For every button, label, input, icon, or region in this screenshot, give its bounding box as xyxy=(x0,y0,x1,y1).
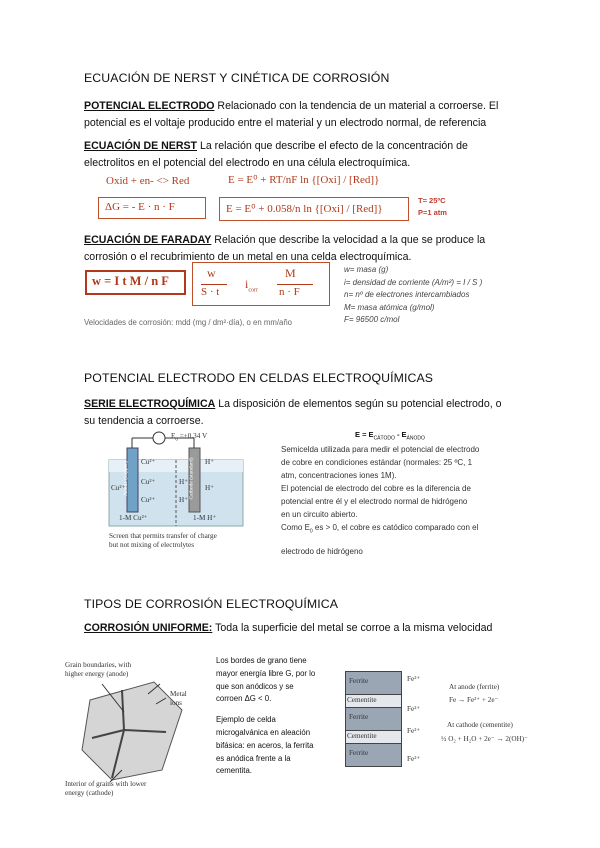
grain-top-label: Grain boundaries, with higher energy (anode) xyxy=(65,661,132,678)
frac1-line xyxy=(201,284,227,285)
frac2-num: M xyxy=(285,266,296,280)
equation-dg: ΔG = - E · n · F xyxy=(105,201,175,213)
at-anode-label: At anode (ferrite) xyxy=(449,683,500,691)
cementite-label-1: Cementite xyxy=(347,696,377,704)
uniforme-paragraph xyxy=(84,620,534,637)
serie-label: SERIE ELECTROQUÍMICA xyxy=(84,398,216,410)
mid-line-5: Ejemplo de celda xyxy=(216,715,276,725)
equation-oxid: Oxid + en- <> Red xyxy=(106,175,190,187)
faraday-text-2: corrosión o el recubrimiento de un metal en una celda electroquímica. xyxy=(84,250,412,263)
cell-cu-c: Cu²⁺ xyxy=(141,478,156,486)
cell-anode-label: Anode (copper) xyxy=(122,461,129,496)
mid-line-7: bifásica: en aceros, la ferrita xyxy=(216,740,314,750)
velocidades-text: Velocidades de corrosión: mdd (mg / dm²·día), o en mm/año xyxy=(84,318,293,327)
frac1-den: S · t xyxy=(201,286,220,298)
equation-e058: E = E⁰ + 0.058/n ln {[Oxi] / [Red]} xyxy=(226,203,383,215)
grain-description xyxy=(216,655,336,778)
fe2-label-d: Fe²⁺ xyxy=(407,755,421,763)
fe2-label-c: Fe²⁺ xyxy=(407,727,421,735)
equation-e058-box xyxy=(219,197,409,221)
cell-h-c: H⁺ xyxy=(205,484,214,492)
desc-line-6: en un circuito abierto. xyxy=(281,510,358,519)
serie-paragraph xyxy=(84,396,524,429)
desc-line-4: El potencial de electrodo del cobre es la diferencia de xyxy=(281,484,471,493)
cementite-label-2: Cementite xyxy=(347,732,377,740)
cell-h-a: H⁺ xyxy=(205,458,214,466)
equation-e0: E = E⁰ + RT/nF ln {[Oxi] / [Red]} xyxy=(228,174,380,186)
faraday-paragraph xyxy=(84,232,524,265)
grain-bottom-label: Interior of grains with lower energy (cathode) xyxy=(65,780,147,797)
section-title-celdas: POTENCIAL ELECTRODO EN CELDAS ELECTROQUÍMICAS xyxy=(84,371,434,385)
mid-line-4: corroen ΔG < 0. xyxy=(216,694,272,704)
legend-m: M= masa atómica (g/mol) xyxy=(344,302,435,312)
faraday-label: ECUACIÓN DE FARADAY xyxy=(84,234,212,246)
mid-line-6: microgalvánica en aleación xyxy=(216,727,311,737)
ferrite-label-1: Ferrite xyxy=(349,677,369,685)
electrochemical-cell-figure xyxy=(107,430,273,560)
frac2-line xyxy=(277,284,313,285)
grain-figure xyxy=(62,660,210,800)
nerst-label: ECUACIÓN DE NERST xyxy=(84,140,198,152)
potencial-label: POTENCIAL ELECTRODO xyxy=(84,100,215,112)
legend-f: F= 96500 c/mol xyxy=(344,315,400,325)
cathode-equation: ½ O₂ + H₂O + 2e⁻ → 2(OH)⁻ xyxy=(441,735,528,743)
serie-text-2: su tendencia a corroerse. xyxy=(84,414,204,427)
uniforme-label: CORROSIÓN UNIFORME: xyxy=(84,622,213,634)
ferrite-label-2: Ferrite xyxy=(349,713,369,721)
condition-temp: T= 25ºC xyxy=(418,196,446,205)
uniforme-text: Toda la superficie del metal se corroe a la misma velocidad xyxy=(212,622,493,634)
desc-line-8: electrodo de hidrógeno xyxy=(281,546,363,556)
section-title-tipos: TIPOS DE CORROSIÓN ELECTROQUÍMICA xyxy=(84,597,339,611)
grain-svg xyxy=(62,660,210,800)
desc-line-2: de cobre en condiciones estándar (normales: 25 ºC, 1 xyxy=(281,458,473,467)
faraday-legend xyxy=(344,264,544,327)
cell-h-b: H⁺ xyxy=(179,478,188,486)
mid-line-8: es anódica frente a la xyxy=(216,753,291,763)
desc-line-1: Semicelda utilizada para medir el potencial de electrodo xyxy=(281,445,480,454)
potencial-text-2: potencial es el voltaje producido entre el material y un electrodo normal, de referencia xyxy=(84,116,487,129)
desc-line-3: atm, concentraciones iones 1M). xyxy=(281,471,397,480)
grain-ions-label: Metal ions xyxy=(170,690,187,707)
cell-eo: $E_o =+0.34$ V xyxy=(171,432,208,443)
nerst-text-2: electrolitos en el potencial del electrodo en una célula electroquímica. xyxy=(84,156,411,169)
frac1-num: w xyxy=(207,266,216,280)
potencial-paragraph xyxy=(84,98,524,131)
cell-left-conc: 1-M Cu²⁺ xyxy=(119,514,148,522)
cell-h-d: H⁺ xyxy=(179,496,188,504)
cell-cu-d: Cu²⁺ xyxy=(141,496,156,504)
at-cathode-label: At cathode (cementite) xyxy=(447,721,513,729)
legend-i: i= densidad de corriente (A/m²) = I / S ) xyxy=(344,277,483,287)
equation-dg-box xyxy=(98,197,206,219)
cell-right-conc: 1-M H⁺ xyxy=(193,514,217,522)
equation-faraday-box xyxy=(192,262,330,306)
section-title-nerst: ECUACIÓN DE NERST Y CINÉTICA DE CORROSIÓN xyxy=(84,71,390,85)
ferrite-label-3: Ferrite xyxy=(349,749,369,757)
fe2-label-a: Fe²⁺ xyxy=(407,675,421,683)
condition-pressure: P=1 atm xyxy=(418,208,447,217)
faraday-text-1: Relación que describe la velocidad a la que se produce la xyxy=(211,234,486,246)
fe2-label-b: Fe²⁺ xyxy=(407,705,421,713)
frac2-den: n · F xyxy=(279,286,300,298)
cell-caption: Screen that permits transfer of charge but not mixing of electrolytes xyxy=(109,532,217,549)
anode-equation: Fe → Fe²⁺ + 2e⁻ xyxy=(449,696,499,704)
cell-cathode-label: Cathode (standard) xyxy=(188,457,195,500)
desc-line-5: potencial entre él y el electrodo normal de hidrógeno xyxy=(281,497,468,506)
legend-w: w= masa (g) xyxy=(344,265,389,274)
equation-w: w = I t M / n F xyxy=(92,274,169,288)
ferrite-figure xyxy=(345,669,535,769)
cell-cu-b: Cu²⁺ xyxy=(111,484,126,492)
nerst-text-1: La relación que describe el efecto de la concentración de xyxy=(197,140,468,152)
desc-line-7: Como $E_0$ es > 0, el cobre es catódico comparado con el xyxy=(281,523,479,535)
mid-line-9: cementita. xyxy=(216,766,252,776)
e-formula: $E = E_{CÁTODO} - E_{ÁNODO}$ xyxy=(355,430,425,442)
legend-n: n= nº de electrones intercambiados xyxy=(344,290,470,300)
mid-line-1: Los bordes de grano tiene xyxy=(216,656,307,665)
cell-description xyxy=(281,443,521,558)
serie-text-1: La disposición de elementos según su potencial electrodo, o xyxy=(215,398,502,410)
cell-cu-a: Cu²⁺ xyxy=(141,458,156,466)
i-corr: $i_{corr}$ xyxy=(245,277,259,294)
potencial-text-1: Relacionado con la tendencia de un material a corroerse. El xyxy=(214,100,499,112)
equation-w-box xyxy=(85,270,186,295)
mid-line-2: mayor energía libre G, por lo xyxy=(216,668,316,678)
nerst-paragraph xyxy=(84,138,524,171)
mid-line-3: que son anódicos y se xyxy=(216,681,294,691)
